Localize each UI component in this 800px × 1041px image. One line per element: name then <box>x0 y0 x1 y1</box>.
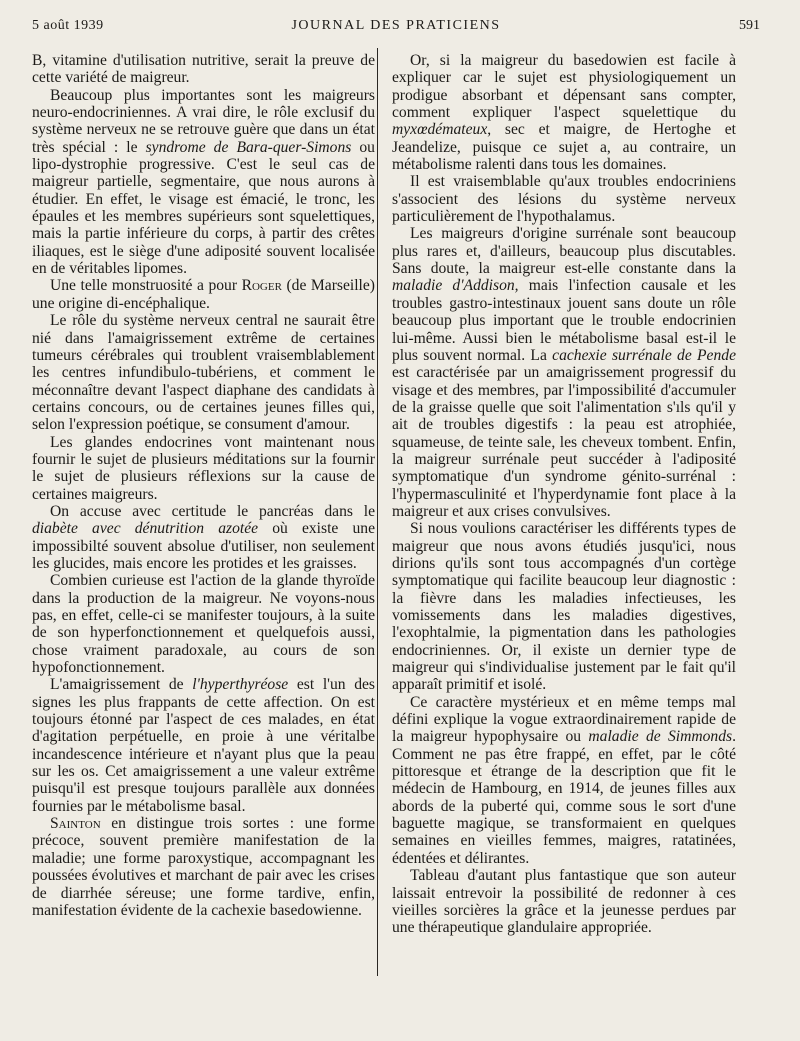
italic-term: diabète avec dénutrition azotée <box>32 520 259 538</box>
text-run: L'amaigrissement de <box>50 676 193 694</box>
text-run: Une telle monstruosité a pour <box>50 277 242 295</box>
paragraph <box>32 434 375 503</box>
text-run: ou lipo-dystrophie progressive. C'est le seul cas de maigreur partielle, segmentaire, que nous aurons à étudier. En effet, le visage est émacié, le tronc, les épaules et les membres supérieurs sont squelettiques, mais la partie inférieure du corps, à partir des crêtes iliaques, est le siège d'une adiposité souvent localisée en de véritables lipomes. <box>32 138 375 278</box>
text-run: mais l'infection causale et les troubles gastro-intestinaux jouent sans doute un rôle beaucoup plus important que le trouble endocrinien lui-même. Aussi bien le métabolisme basal est-il le plus souvent normal. La <box>392 277 737 364</box>
text-run: Les maigreurs d'origine surrénale sont beaucoup plus rares et, d'ailleurs, beaucoup plus discutables. Sans doute, la maigreur est-elle constante dans la <box>392 225 736 278</box>
issue-date: 5 août 1939 <box>32 18 104 33</box>
paragraph <box>32 503 375 572</box>
italic-term: syndrome de Bara-quer-Simons <box>145 138 352 156</box>
column-divider <box>377 48 378 976</box>
paragraph <box>32 277 375 312</box>
paragraph <box>32 52 375 87</box>
journal-title: JOURNAL DES PRATICIENS <box>291 18 501 33</box>
text-run: où existe une impossibilté souvent absolue d'utiliser, non seulement les glucides, mais encore les protides et les graisses. <box>32 520 375 572</box>
italic-term: cachexie surrénale de Pende <box>552 346 736 364</box>
text-run: Beaucoup plus importantes sont les maigreurs neuro-endocriniennes. A vrai dire, le rôle exclusif du système nerveux ne se retrouve guère que dans un état très spécial : le <box>32 86 375 156</box>
text-run: Combien curieuse est l'action de la glande thyroïde dans la production de la maigreur. Ne voyons-nous pas, en effet, celle-ci se manifester toujours, à la suite de son hyperfonctionnement et quelquefois aussi, chose vraiment paradoxale, au cours de son hypofonctionnement. <box>32 572 375 677</box>
text-run: Le rôle du système nerveux central ne saurait être nié dans l'amaigrissement extrême de certaines tumeurs cérébrales qui troublent vraisemblablement les centres infundibulo-tubériens, et comment le méconnaître devant l'aspect diaphane des candidats à certains concours, ou de certaines jeunes filles qui, selon l'expression poétique, se consument d'amour. <box>32 312 375 434</box>
paragraph <box>392 225 736 520</box>
author-name: Roger <box>241 277 282 295</box>
paragraph <box>392 173 736 225</box>
page-number: 591 <box>739 18 760 33</box>
page-header <box>32 18 760 40</box>
paragraph <box>32 815 375 919</box>
text-run: On accuse avec certitude le pancréas dans le <box>50 502 375 520</box>
text-run: Tableau d'autant plus fantastique que son auteur laissait entrevoir la possibilité de redonner à ces vieilles sorcières la grâce et la jeunesse perdues par une thérapeutique glandulaire appropriée. <box>392 867 736 937</box>
text-run: . Comment ne pas être frappé, en effet, par le côté pittoresque et étrange de la description que fit le médecin de Hambourg, en 1914, de jeunes filles aux abords de la puberté qui, comme sous le sort d'une baguette magique, se transformaient en quelques semaines en vieilles femmes, maigres, ratatinées, édentées et délirantes. <box>392 728 736 867</box>
paragraph <box>392 694 736 867</box>
text-run: , sec et maigre, de Hertoghe et Jeandelize, puisque ce sujet a, au contraire, un métabolisme ralenti dans tous les domaines. <box>392 121 736 174</box>
paragraph <box>32 572 375 676</box>
paragraph <box>32 312 375 433</box>
text-run: est l'un des signes les plus frappants de cette affection. On est toujours étonné par l'aspect de ces malades, en état d'agitation perpétuelle, en proie à une véritalbe incandescence intérieure et n'ayant plus que la peau sur les os. Cet amaigrissement a une valeur extrême puisqu'il est presque toujours parallèle aux données fournies par le métabolisme basal. <box>32 676 375 815</box>
text-run: Si nous voulions caractériser les différents types de maigreur que nous avons étudiés jusqu'ici, nous dirions qu'ils sont tous accompagnés d'un cortège symptomatique qui facilite beaucoup leur diagnostic : la fièvre dans les maladies infectieuses, les vomissements dans les maladies digestives, l'exophtalmie, la pigmentation dans les pathologies endocriniennes. Or, il existe un dernier type de maigreur qui s'individualise justement par le fait qu'il apparaît primitif et isolé. <box>392 520 736 694</box>
text-run: B, vitamine d'utilisation nutritive, serait la preuve de cette variété de maigreur. <box>32 52 375 87</box>
paragraph <box>32 676 375 815</box>
paragraph <box>392 520 736 693</box>
paragraph <box>392 867 736 936</box>
italic-term: l'hyperthyréose <box>192 676 289 694</box>
italic-term: maladie de Simmonds <box>588 728 733 746</box>
text-run: Ce caractère mystérieux et en même temps mal défini explique la vogue extraordinairement rapide de la maigreur hypophysaire ou <box>392 693 736 746</box>
text-run: Les glandes endocrines vont maintenant nous fournir le sujet de plusieurs méditations sur la fournir le sujet de plusieurs réflexions sur la cause de certaines maigreurs. <box>32 433 375 503</box>
paragraph <box>32 87 375 278</box>
text-run: Or, si la maigreur du basedowien est facile à expliquer car le sujet est physiologiquement un prodigue absorbant et dépensant sans compter, comment expliquer l'aspect squelettique du <box>392 52 736 122</box>
italic-term: myxœdémateux <box>392 121 488 139</box>
text-run: (de Marseille) une origine di-encéphalique. <box>32 277 375 312</box>
right-text-column <box>392 52 736 937</box>
italic-term: maladie d'Addison, <box>392 277 519 295</box>
left-text-column <box>32 52 375 919</box>
paragraph <box>392 52 736 173</box>
text-run: en distingue trois sortes : une forme précoce, souvent première manifestation de la maladie; une forme paroxystique, accompagnant les poussées évolutives et marchant de pair avec les crises de diarrhée séreuse; une forme tardive, enfin, manifestation évidente de la cachexie basedowienne. <box>32 815 375 919</box>
author-name: Sainton <box>50 815 101 833</box>
text-run: Il est vraisemblable qu'aux troubles endocriniens s'associent des lésions du système nerveux particulièrement de l'hypothalamus. <box>392 173 736 226</box>
text-run: est caractérisée par un amaigrissement progressif du visage et des membres, par l'impossibilité d'accumuler de la graisse quelle que soit l'alimentation s'ıls qu'il y ait de troubles digestifs : la peau est atrophiée, squameuse, de teinte sale, les cheveux tombent. Enfin, la maigreur surrénale peut succéder à l'adiposité symptomatique d'un syndrome génito-surrénal : l'hypermasculinité et l'hyperdynamie font place à la maigreur et aux crises convulsives. <box>392 364 736 520</box>
